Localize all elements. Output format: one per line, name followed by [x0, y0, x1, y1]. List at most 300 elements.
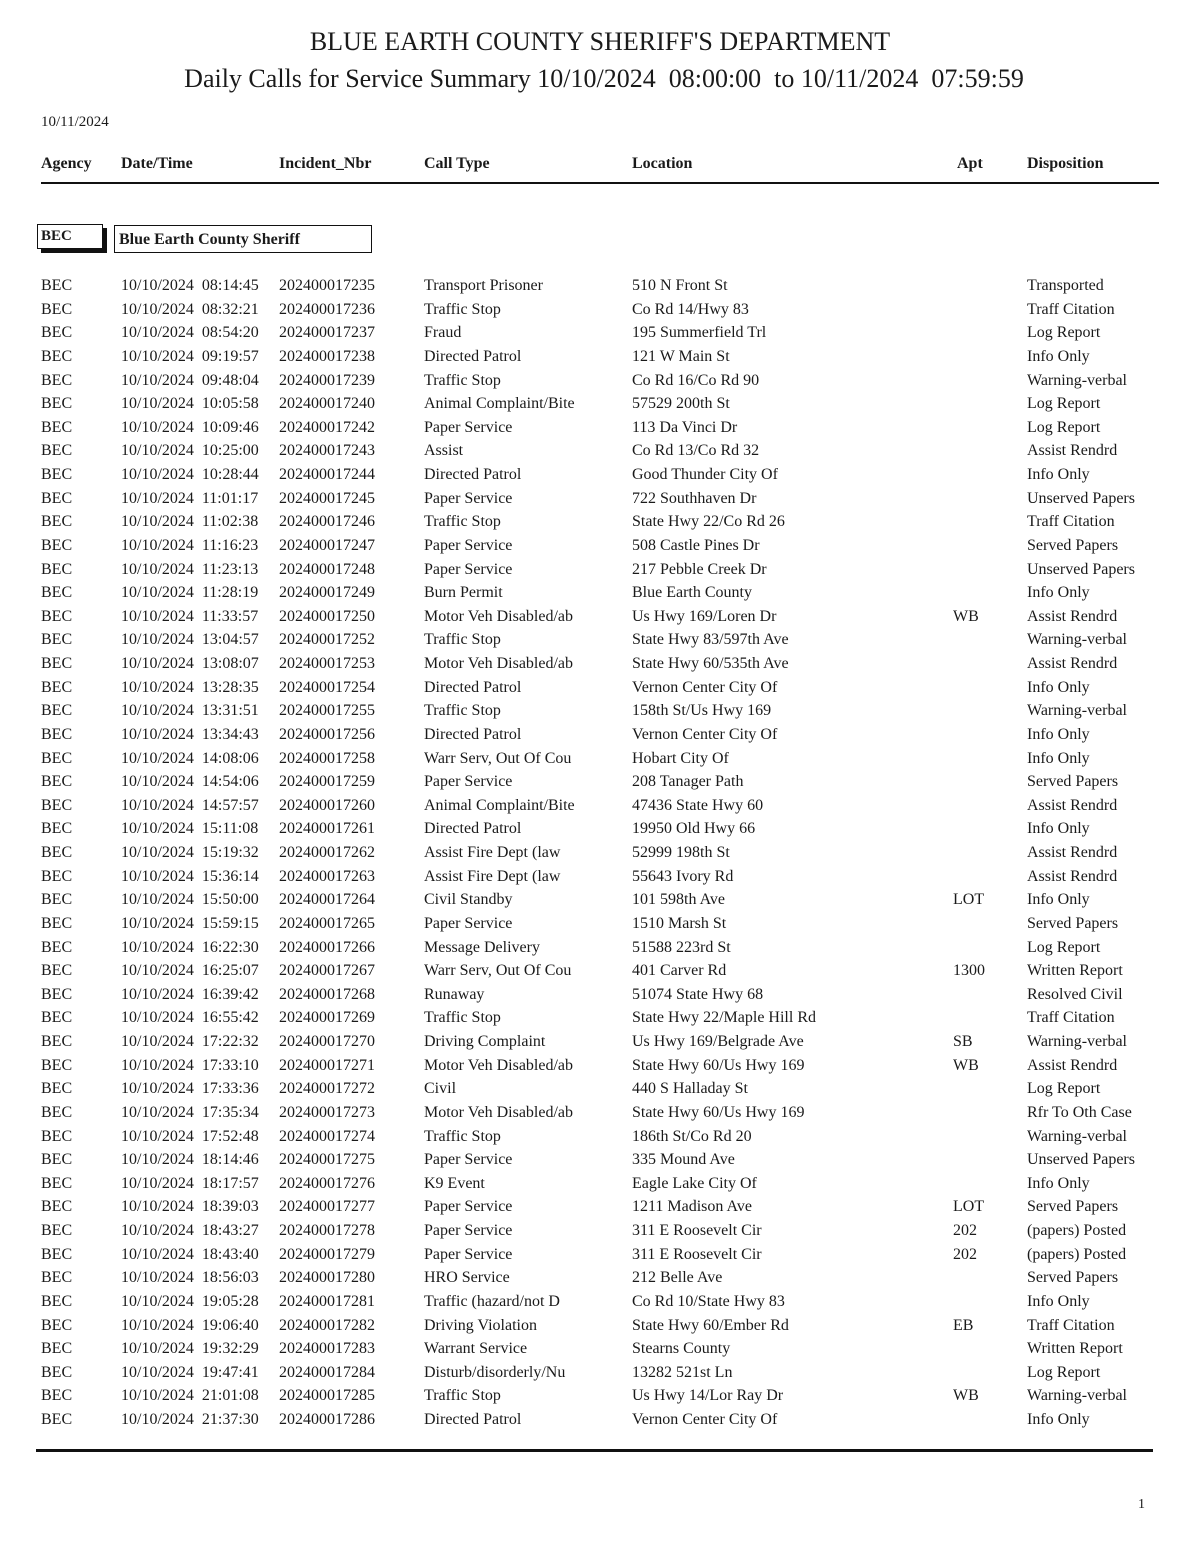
cell-agency: BEC: [41, 607, 73, 625]
cell-disposition: Assist Rendrd: [1027, 442, 1118, 460]
cell-apt: WB: [953, 607, 979, 625]
cell-location: 195 Summerfield Trl: [632, 324, 767, 342]
table-row: [0, 1339, 1200, 1363]
cell-incident: 202400017246: [279, 513, 375, 531]
cell-disposition: (papers) Posted: [1027, 1222, 1127, 1239]
cell-location: 311 E Roosevelt Cir: [632, 1245, 762, 1263]
cell-agency: BEC: [41, 844, 73, 861]
cell-disposition: Unserved Papers: [1027, 489, 1135, 507]
table-row: [0, 1008, 1200, 1032]
cell-location: 101 598th Ave: [632, 891, 726, 909]
cell-incident: 202400017273: [279, 1103, 375, 1121]
cell-incident: 202400017282: [279, 1316, 375, 1334]
cell-datetime: 10/10/2024 09:48:04: [121, 371, 259, 389]
calls-table: [0, 276, 1200, 1434]
cell-location: Co Rd 16/Co Rd 90: [632, 371, 760, 389]
table-row: [0, 1056, 1200, 1080]
cell-call-type: K9 Event: [424, 1174, 485, 1192]
cell-location: Vernon Center City Of: [632, 725, 778, 743]
cell-incident: 202400017258: [279, 749, 375, 767]
table-row: [0, 890, 1200, 914]
table-row: [0, 938, 1200, 962]
cell-incident: 202400017279: [279, 1245, 375, 1263]
cell-incident: 202400017278: [279, 1222, 375, 1239]
cell-call-type: Paper Service: [424, 1151, 513, 1169]
cell-incident: 202400017265: [279, 914, 375, 932]
cell-call-type: Animal Complaint/Bite: [424, 796, 575, 814]
table-row: [0, 394, 1200, 418]
cell-agency: BEC: [41, 442, 73, 460]
cell-call-type: Directed Patrol: [424, 466, 522, 483]
cell-incident: 202400017259: [279, 773, 375, 791]
cell-apt: LOT: [953, 891, 985, 909]
header-divider: [41, 182, 1159, 184]
cell-datetime: 10/10/2024 13:34:43: [121, 725, 259, 743]
cell-call-type: Traffic Stop: [424, 371, 501, 389]
cell-call-type: Traffic Stop: [424, 1009, 501, 1027]
cell-incident: 202400017240: [279, 395, 375, 413]
cell-agency: BEC: [41, 1198, 73, 1216]
table-row: [0, 843, 1200, 867]
cell-apt: 202: [953, 1222, 977, 1239]
cell-incident: 202400017239: [279, 371, 375, 389]
cell-agency: BEC: [41, 820, 73, 838]
cell-disposition: Written Report: [1027, 962, 1123, 980]
cell-incident: 202400017242: [279, 418, 375, 436]
cell-call-type: Motor Veh Disabled/ab: [424, 607, 574, 625]
cell-datetime: 10/10/2024 08:32:21: [121, 300, 259, 318]
cell-disposition: Info Only: [1027, 725, 1090, 743]
table-row: [0, 536, 1200, 560]
table-row: [0, 725, 1200, 749]
cell-datetime: 10/10/2024 10:05:58: [121, 395, 259, 413]
cell-call-type: Motor Veh Disabled/ab: [424, 1103, 574, 1121]
cell-agency: BEC: [41, 1245, 73, 1263]
cell-incident: 202400017244: [279, 466, 375, 483]
cell-agency: BEC: [41, 560, 73, 578]
cell-call-type: Runaway: [424, 985, 485, 1003]
cell-location: State Hwy 22/Co Rd 26: [632, 513, 785, 531]
cell-disposition: Log Report: [1027, 938, 1101, 956]
cell-call-type: Traffic Stop: [424, 1387, 501, 1405]
cell-call-type: Animal Complaint/Bite: [424, 395, 575, 413]
agency-group-name: Blue Earth County Sheriff: [114, 225, 372, 253]
cell-datetime: 10/10/2024 09:19:57: [121, 347, 259, 365]
table-row: [0, 418, 1200, 442]
column-header-agency: Agency: [41, 155, 92, 172]
cell-location: 722 Southhaven Dr: [632, 489, 757, 507]
table-row: [0, 1245, 1200, 1269]
cell-agency: BEC: [41, 773, 73, 791]
cell-incident: 202400017254: [279, 678, 375, 696]
cell-incident: 202400017274: [279, 1127, 375, 1145]
cell-incident: 202400017262: [279, 844, 375, 861]
cell-apt: SB: [953, 1033, 973, 1050]
cell-disposition: Info Only: [1027, 347, 1090, 365]
cell-agency: BEC: [41, 395, 73, 413]
cell-call-type: Traffic (hazard/not D: [424, 1292, 560, 1310]
cell-disposition: Info Only: [1027, 1174, 1090, 1192]
cell-datetime: 10/10/2024 10:25:00: [121, 442, 259, 460]
cell-datetime: 10/10/2024 18:43:27: [121, 1222, 259, 1239]
cell-incident: 202400017237: [279, 324, 375, 342]
table-row: [0, 607, 1200, 631]
cell-incident: 202400017250: [279, 607, 375, 625]
cell-incident: 202400017281: [279, 1292, 375, 1310]
cell-call-type: Assist Fire Dept (law: [424, 844, 561, 861]
table-row: [0, 1316, 1200, 1340]
cell-location: Hobart City Of: [632, 749, 729, 767]
cell-apt: EB: [953, 1316, 974, 1334]
cell-datetime: 10/10/2024 13:04:57: [121, 631, 259, 649]
cell-agency: BEC: [41, 1269, 73, 1287]
cell-agency: BEC: [41, 1151, 73, 1169]
cell-incident: 202400017272: [279, 1080, 375, 1098]
cell-location: Vernon Center City Of: [632, 678, 778, 696]
cell-apt: LOT: [953, 1198, 985, 1216]
table-row: [0, 1363, 1200, 1387]
agency-group-code: BEC: [37, 224, 103, 249]
table-row: [0, 914, 1200, 938]
cell-location: 508 Castle Pines Dr: [632, 536, 760, 554]
cell-call-type: Motor Veh Disabled/ab: [424, 1056, 574, 1074]
cell-call-type: Driving Complaint: [424, 1033, 546, 1050]
cell-disposition: Info Only: [1027, 584, 1090, 602]
cell-disposition: Warning-verbal: [1027, 631, 1127, 649]
cell-location: 1211 Madison Ave: [632, 1198, 752, 1216]
cell-location: 1510 Marsh St: [632, 914, 727, 932]
cell-location: Stearns County: [632, 1340, 731, 1358]
cell-datetime: 10/10/2024 11:28:19: [121, 584, 259, 602]
cell-location: Co Rd 14/Hwy 83: [632, 300, 749, 318]
cell-agency: BEC: [41, 1127, 73, 1145]
cell-disposition: Assist Rendrd: [1027, 607, 1118, 625]
cell-agency: BEC: [41, 324, 73, 342]
table-row: [0, 678, 1200, 702]
cell-location: 52999 198th St: [632, 844, 730, 861]
cell-incident: 202400017266: [279, 938, 375, 956]
cell-agency: BEC: [41, 938, 73, 956]
cell-disposition: Info Only: [1027, 1292, 1090, 1310]
cell-agency: BEC: [41, 796, 73, 814]
cell-location: 51074 State Hwy 68: [632, 985, 764, 1003]
cell-location: 335 Mound Ave: [632, 1151, 735, 1169]
cell-agency: BEC: [41, 1056, 73, 1074]
cell-incident: 202400017245: [279, 489, 375, 507]
cell-datetime: 10/10/2024 13:08:07: [121, 655, 259, 672]
cell-datetime: 10/10/2024 15:19:32: [121, 844, 259, 861]
cell-location: 212 Belle Ave: [632, 1269, 723, 1287]
cell-location: 57529 200th St: [632, 395, 730, 413]
cell-call-type: Disturb/disorderly/Nu: [424, 1363, 566, 1381]
cell-agency: BEC: [41, 1009, 73, 1027]
cell-location: 121 W Main St: [632, 347, 730, 365]
cell-call-type: Transport Prisoner: [424, 277, 543, 294]
cell-call-type: Directed Patrol: [424, 347, 522, 365]
table-row: [0, 465, 1200, 489]
cell-datetime: 10/10/2024 11:33:57: [121, 607, 259, 625]
cell-disposition: Assist Rendrd: [1027, 796, 1118, 814]
cell-disposition: Assist Rendrd: [1027, 655, 1118, 672]
cell-disposition: Written Report: [1027, 1340, 1123, 1358]
cell-disposition: (papers) Posted: [1027, 1245, 1127, 1263]
cell-incident: 202400017261: [279, 820, 375, 838]
cell-location: Us Hwy 14/Lor Ray Dr: [632, 1387, 784, 1405]
cell-datetime: 10/10/2024 15:59:15: [121, 914, 259, 932]
cell-agency: BEC: [41, 891, 73, 909]
cell-location: 440 S Halladay St: [632, 1080, 748, 1098]
cell-disposition: Assist Rendrd: [1027, 1056, 1118, 1074]
cell-agency: BEC: [41, 513, 73, 531]
cell-call-type: Paper Service: [424, 536, 513, 554]
cell-call-type: Warr Serv, Out Of Cou: [424, 749, 572, 767]
cell-agency: BEC: [41, 1033, 73, 1050]
cell-disposition: Warning-verbal: [1027, 371, 1127, 389]
cell-call-type: Traffic Stop: [424, 631, 501, 649]
cell-call-type: Directed Patrol: [424, 725, 522, 743]
cell-incident: 202400017260: [279, 796, 375, 814]
cell-disposition: Served Papers: [1027, 536, 1119, 554]
cell-disposition: Assist Rendrd: [1027, 867, 1118, 885]
cell-disposition: Info Only: [1027, 678, 1090, 696]
cell-datetime: 10/10/2024 21:01:08: [121, 1387, 259, 1405]
cell-agency: BEC: [41, 725, 73, 743]
table-row: [0, 512, 1200, 536]
cell-location: State Hwy 60/Us Hwy 169: [632, 1056, 805, 1074]
cell-disposition: Resolved Civil: [1027, 985, 1123, 1003]
report-title: BLUE EARTH COUNTY SHERIFF'S DEPARTMENT: [309, 27, 891, 56]
cell-call-type: Paper Service: [424, 418, 513, 436]
cell-location: 311 E Roosevelt Cir: [632, 1222, 762, 1239]
cell-datetime: 10/10/2024 08:54:20: [121, 324, 259, 342]
table-row: [0, 985, 1200, 1009]
cell-incident: 202400017236: [279, 300, 375, 318]
table-row: [0, 1221, 1200, 1245]
cell-call-type: Paper Service: [424, 914, 513, 932]
cell-disposition: Traff Citation: [1027, 300, 1115, 318]
cell-location: State Hwy 60/Ember Rd: [632, 1316, 789, 1334]
cell-call-type: Traffic Stop: [424, 702, 501, 720]
cell-agency: BEC: [41, 1316, 73, 1334]
cell-location: 19950 Old Hwy 66: [632, 820, 756, 838]
cell-disposition: Served Papers: [1027, 914, 1119, 932]
cell-location: 158th St/Us Hwy 169: [632, 702, 772, 720]
column-header-disposition: Disposition: [1027, 155, 1104, 172]
cell-datetime: 10/10/2024 16:25:07: [121, 962, 259, 980]
cell-disposition: Traff Citation: [1027, 1009, 1115, 1027]
table-row: [0, 1127, 1200, 1151]
cell-agency: BEC: [41, 867, 73, 885]
cell-location: 47436 State Hwy 60: [632, 796, 764, 814]
cell-disposition: Warning-verbal: [1027, 1033, 1127, 1050]
table-row: [0, 772, 1200, 796]
cell-call-type: Assist: [424, 442, 464, 460]
cell-datetime: 10/10/2024 17:33:10: [121, 1056, 259, 1074]
cell-call-type: Traffic Stop: [424, 300, 501, 318]
cell-datetime: 10/10/2024 13:28:35: [121, 678, 259, 696]
cell-agency: BEC: [41, 347, 73, 365]
cell-disposition: Info Only: [1027, 466, 1090, 483]
cell-disposition: Assist Rendrd: [1027, 844, 1118, 861]
cell-incident: 202400017256: [279, 725, 375, 743]
cell-agency: BEC: [41, 678, 73, 696]
cell-incident: 202400017252: [279, 631, 375, 649]
cell-agency: BEC: [41, 1363, 73, 1381]
cell-location: Co Rd 13/Co Rd 32: [632, 442, 760, 460]
cell-location: 55643 Ivory Rd: [632, 867, 734, 885]
cell-incident: 202400017255: [279, 702, 375, 720]
cell-disposition: Log Report: [1027, 1363, 1101, 1381]
cell-datetime: 10/10/2024 19:06:40: [121, 1316, 259, 1334]
cell-datetime: 10/10/2024 17:35:34: [121, 1103, 259, 1121]
cell-disposition: Traff Citation: [1027, 1316, 1115, 1334]
cell-location: 186th St/Co Rd 20: [632, 1127, 752, 1145]
cell-agency: BEC: [41, 418, 73, 436]
table-row: [0, 441, 1200, 465]
table-row: [0, 701, 1200, 725]
cell-datetime: 10/10/2024 19:32:29: [121, 1340, 259, 1358]
cell-location: State Hwy 83/597th Ave: [632, 631, 789, 649]
table-row: [0, 1268, 1200, 1292]
cell-agency: BEC: [41, 655, 73, 672]
cell-disposition: Info Only: [1027, 891, 1090, 909]
cell-location: Co Rd 10/State Hwy 83: [632, 1292, 785, 1310]
cell-disposition: Info Only: [1027, 749, 1090, 767]
table-row: [0, 867, 1200, 891]
cell-disposition: Info Only: [1027, 1411, 1090, 1428]
cell-agency: BEC: [41, 536, 73, 554]
column-header-apt: Apt: [957, 155, 983, 172]
cell-location: 113 Da Vinci Dr: [632, 418, 738, 436]
cell-incident: 202400017286: [279, 1411, 375, 1428]
cell-location: 13282 521st Ln: [632, 1363, 733, 1381]
cell-call-type: Paper Service: [424, 1198, 513, 1216]
cell-disposition: Log Report: [1027, 1080, 1101, 1098]
cell-call-type: Driving Violation: [424, 1316, 537, 1334]
column-header-incident: Incident_Nbr: [279, 155, 372, 172]
cell-call-type: HRO Service: [424, 1269, 510, 1287]
cell-disposition: Log Report: [1027, 395, 1101, 413]
cell-agency: BEC: [41, 277, 73, 294]
cell-datetime: 10/10/2024 08:14:45: [121, 277, 259, 294]
cell-datetime: 10/10/2024 14:57:57: [121, 796, 259, 814]
cell-apt: WB: [953, 1387, 979, 1405]
cell-call-type: Paper Service: [424, 1245, 513, 1263]
report-date: 10/11/2024: [41, 114, 109, 130]
cell-call-type: Message Delivery: [424, 938, 540, 956]
cell-disposition: Served Papers: [1027, 1198, 1119, 1216]
cell-incident: 202400017247: [279, 536, 375, 554]
cell-agency: BEC: [41, 1222, 73, 1239]
cell-datetime: 10/10/2024 18:39:03: [121, 1198, 259, 1216]
cell-disposition: Served Papers: [1027, 1269, 1119, 1287]
cell-agency: BEC: [41, 1103, 73, 1121]
table-row: [0, 323, 1200, 347]
cell-incident: 202400017277: [279, 1198, 375, 1216]
table-row: [0, 583, 1200, 607]
cell-agency: BEC: [41, 489, 73, 507]
cell-call-type: Paper Service: [424, 489, 513, 507]
cell-apt: WB: [953, 1056, 979, 1074]
cell-datetime: 10/10/2024 10:09:46: [121, 418, 259, 436]
cell-location: State Hwy 60/535th Ave: [632, 655, 789, 672]
cell-disposition: Traff Citation: [1027, 513, 1115, 531]
cell-incident: 202400017238: [279, 347, 375, 365]
cell-incident: 202400017280: [279, 1269, 375, 1287]
cell-disposition: Warning-verbal: [1027, 1127, 1127, 1145]
cell-incident: 202400017249: [279, 584, 375, 602]
cell-call-type: Directed Patrol: [424, 820, 522, 838]
cell-apt: 202: [953, 1245, 977, 1263]
cell-disposition: Info Only: [1027, 820, 1090, 838]
cell-datetime: 10/10/2024 19:05:28: [121, 1292, 259, 1310]
cell-disposition: Rfr To Oth Case: [1027, 1103, 1132, 1121]
cell-datetime: 10/10/2024 17:52:48: [121, 1127, 259, 1145]
cell-disposition: Transported: [1027, 277, 1104, 294]
cell-agency: BEC: [41, 914, 73, 932]
cell-datetime: 10/10/2024 15:11:08: [121, 820, 259, 838]
cell-datetime: 10/10/2024 11:01:17: [121, 489, 259, 507]
cell-agency: BEC: [41, 962, 73, 980]
cell-datetime: 10/10/2024 18:17:57: [121, 1174, 259, 1192]
cell-datetime: 10/10/2024 17:22:32: [121, 1033, 259, 1050]
cell-disposition: Unserved Papers: [1027, 1151, 1135, 1169]
table-row: [0, 1410, 1200, 1434]
table-row: [0, 630, 1200, 654]
cell-call-type: Warrant Service: [424, 1340, 528, 1358]
cell-incident: 202400017235: [279, 277, 375, 294]
cell-location: 208 Tanager Path: [632, 773, 744, 791]
table-row: [0, 1032, 1200, 1056]
cell-call-type: Burn Permit: [424, 584, 503, 602]
cell-incident: 202400017268: [279, 985, 375, 1003]
cell-call-type: Paper Service: [424, 773, 513, 791]
cell-agency: BEC: [41, 466, 73, 483]
table-row: [0, 371, 1200, 395]
cell-location: 51588 223rd St: [632, 938, 731, 956]
cell-agency: BEC: [41, 749, 73, 767]
cell-incident: 202400017271: [279, 1056, 375, 1074]
cell-apt: 1300: [953, 962, 985, 980]
table-row: [0, 961, 1200, 985]
cell-agency: BEC: [41, 1292, 73, 1310]
cell-call-type: Paper Service: [424, 560, 513, 578]
column-header-datetime: Date/Time: [121, 155, 193, 172]
report-subtitle: Daily Calls for Service Summary 10/10/2024 08:00:00 to 10/11/2024 07:59:59: [184, 64, 1024, 93]
table-row: [0, 1103, 1200, 1127]
cell-disposition: Served Papers: [1027, 773, 1119, 791]
table-row: [0, 749, 1200, 773]
cell-datetime: 10/10/2024 19:47:41: [121, 1363, 259, 1381]
cell-incident: 202400017253: [279, 655, 375, 672]
cell-call-type: Civil Standby: [424, 891, 513, 909]
table-row: [0, 347, 1200, 371]
table-row: [0, 1292, 1200, 1316]
cell-datetime: 10/10/2024 18:56:03: [121, 1269, 259, 1287]
cell-call-type: Fraud: [424, 324, 462, 342]
cell-datetime: 10/10/2024 11:23:13: [121, 560, 259, 578]
cell-location: 510 N Front St: [632, 277, 728, 294]
cell-datetime: 10/10/2024 11:02:38: [121, 513, 259, 531]
cell-incident: 202400017264: [279, 891, 375, 909]
cell-incident: 202400017269: [279, 1009, 375, 1027]
cell-datetime: 10/10/2024 18:43:40: [121, 1245, 259, 1263]
cell-disposition: Warning-verbal: [1027, 1387, 1127, 1405]
cell-datetime: 10/10/2024 14:08:06: [121, 749, 259, 767]
table-row: [0, 300, 1200, 324]
cell-incident: 202400017276: [279, 1174, 375, 1192]
cell-incident: 202400017275: [279, 1151, 375, 1169]
